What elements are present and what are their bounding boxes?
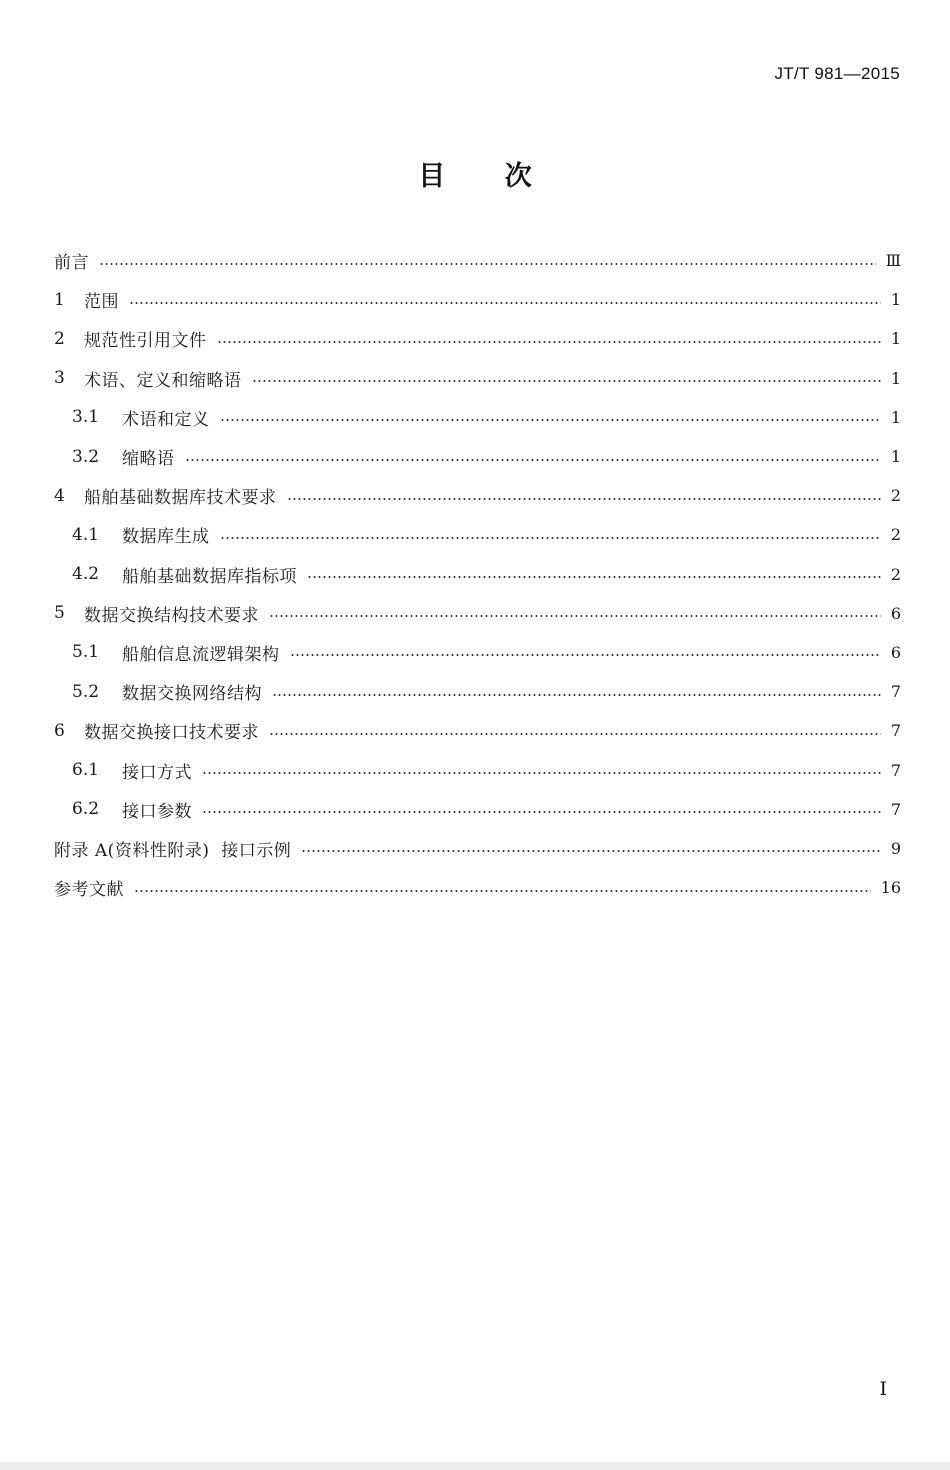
toc-entry-references[interactable] xyxy=(54,868,901,907)
toc-entry-label: 接口方式 xyxy=(122,762,192,783)
toc-entry-5-1[interactable] xyxy=(54,633,901,672)
toc-entry-page: 7 xyxy=(890,682,901,702)
toc-entry-4-1[interactable] xyxy=(54,515,901,554)
dot-leader xyxy=(220,419,881,421)
toc-entry-number: 5.2 xyxy=(72,681,100,702)
toc-entry-label: 数据交换接口技术要求 xyxy=(84,723,259,744)
dot-leader xyxy=(269,733,881,735)
toc-entry-page: 6 xyxy=(890,603,901,623)
dot-leader xyxy=(272,694,881,696)
toc-entry-label: 缩略语 xyxy=(122,449,175,470)
standard-code: JT/T 981—2015 xyxy=(774,64,900,83)
toc-entry-page: Ⅲ xyxy=(885,251,901,271)
dot-leader xyxy=(307,576,881,578)
toc-entry-page: 7 xyxy=(890,760,901,780)
dot-leader xyxy=(129,302,881,304)
toc-entry-6-2[interactable] xyxy=(54,790,901,829)
toc-entry-page: 1 xyxy=(890,290,901,310)
toc-entry-3-1[interactable] xyxy=(54,398,901,437)
toc-entry-label: 参考文献 xyxy=(54,880,124,901)
toc-entry-number: 4 xyxy=(54,485,65,506)
toc-entry-page: 7 xyxy=(890,721,901,741)
dot-leader xyxy=(134,890,871,892)
dot-leader xyxy=(185,459,881,461)
toc-entry-label: 范围 xyxy=(84,292,119,313)
toc-entry-6[interactable] xyxy=(54,711,901,750)
toc-entry-number: 2 xyxy=(54,328,65,349)
toc-entry-page: 1 xyxy=(890,368,901,388)
toc-entry-page: 2 xyxy=(890,525,901,545)
toc-entry-label: 附录 A(资料性附录) 接口示例 xyxy=(54,840,292,861)
toc-entry-4-2[interactable] xyxy=(54,555,901,594)
toc-entry-2[interactable] xyxy=(54,319,901,358)
toc-entry-4[interactable] xyxy=(54,476,901,515)
dot-leader xyxy=(290,654,881,656)
page-title: 目 次 xyxy=(418,161,532,192)
toc-entry-label: 数据交换结构技术要求 xyxy=(84,605,259,626)
dot-leader xyxy=(287,498,881,500)
toc-entry-5-2[interactable] xyxy=(54,672,901,711)
toc-entry-label: 数据库生成 xyxy=(122,527,210,548)
dot-leader xyxy=(202,811,881,813)
toc-entry-label: 船舶基础数据库技术要求 xyxy=(84,488,277,509)
toc-entry-page: 2 xyxy=(890,564,901,584)
toc-entry-number: 3 xyxy=(54,368,65,389)
toc-entry-label: 船舶基础数据库指标项 xyxy=(122,566,297,587)
dot-leader xyxy=(99,263,876,265)
toc-entry-number: 3.2 xyxy=(72,446,100,467)
page-bottom-edge xyxy=(0,1462,950,1470)
toc-entry-3-2[interactable] xyxy=(54,437,901,476)
dot-leader xyxy=(220,537,881,539)
toc-entry-number: 6.1 xyxy=(72,760,100,781)
toc-entry-page: 1 xyxy=(890,329,901,349)
toc-entry-page: 1 xyxy=(890,447,901,467)
toc-entry-number: 4.2 xyxy=(72,564,100,585)
toc-entry-number: 5.1 xyxy=(72,642,100,663)
toc-entry-number: 4.1 xyxy=(72,524,100,545)
toc-entry-label: 船舶信息流逻辑架构 xyxy=(122,644,280,665)
toc-entry-label: 前言 xyxy=(54,253,89,274)
dot-leader xyxy=(301,850,881,852)
toc-entry-1[interactable] xyxy=(54,280,901,319)
toc-entry-page: 7 xyxy=(890,799,901,819)
toc-entry-5[interactable] xyxy=(54,594,901,633)
toc-entry-number: 1 xyxy=(54,289,65,310)
toc-entry-number: 6 xyxy=(54,720,65,741)
toc-entry-page: 9 xyxy=(890,838,901,858)
page-number: I xyxy=(879,1378,887,1400)
toc-entry-page: 2 xyxy=(890,486,901,506)
toc-entry-label: 数据交换网络结构 xyxy=(122,684,262,705)
toc-entry-6-1[interactable] xyxy=(54,750,901,789)
table-of-contents xyxy=(54,241,901,907)
toc-entry-label: 术语和定义 xyxy=(122,409,210,430)
toc-entry-page: 16 xyxy=(880,878,901,898)
toc-entry-number: 6.2 xyxy=(72,799,100,820)
dot-leader xyxy=(202,772,881,774)
dot-leader xyxy=(269,615,881,617)
toc-entry-3[interactable] xyxy=(54,359,901,398)
toc-entry-label: 术语、定义和缩略语 xyxy=(84,370,242,391)
toc-entry-page: 1 xyxy=(890,407,901,427)
toc-entry-appendix-a[interactable] xyxy=(54,829,901,868)
toc-entry-preface[interactable] xyxy=(54,241,901,280)
dot-leader xyxy=(252,380,881,382)
toc-entry-number: 3.1 xyxy=(72,407,100,428)
dot-leader xyxy=(217,341,881,343)
toc-entry-label: 接口参数 xyxy=(122,801,192,822)
toc-entry-page: 6 xyxy=(890,642,901,662)
toc-entry-label: 规范性引用文件 xyxy=(84,331,207,352)
toc-entry-number: 5 xyxy=(54,603,65,624)
